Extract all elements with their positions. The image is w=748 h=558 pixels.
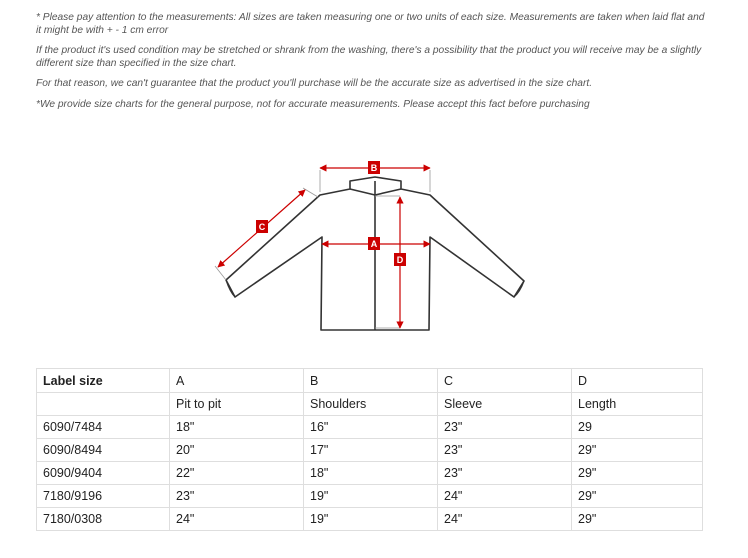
label-d: D: [396, 255, 404, 265]
table-cell: 19": [304, 508, 438, 531]
note-general-purpose: *We provide size charts for the general purpose, not for accurate measurements. Please accept this fact before purchasing: [36, 98, 590, 110]
table-cell: 23": [170, 485, 304, 508]
table-cell: 7180/9196: [37, 485, 170, 508]
header-label-size: Label size: [37, 369, 170, 393]
table-cell: 18": [304, 462, 438, 485]
table-row: [37, 485, 703, 508]
note-no-guarantee: For that reason, we can't guarantee that the product you'll purchase will be the accurate size as advertised in the size chart.: [36, 78, 593, 89]
jacket-outline: [226, 177, 524, 330]
table-row: [37, 462, 703, 485]
label-c: C: [258, 222, 266, 232]
subheader-cell: [37, 393, 170, 416]
measurement-notes: [36, 12, 712, 119]
subheader-cell: Sleeve: [438, 393, 572, 416]
table-cell: 29": [572, 508, 703, 531]
table-cell: 17": [304, 439, 438, 462]
table-cell: 6090/9404: [37, 462, 170, 485]
table-cell: 16": [304, 416, 438, 439]
table-row: [37, 508, 703, 531]
note-measurement-error: * Please pay attention to the measurements: All sizes are taken measuring one or two units of each size. Measurements are taken when laid flat and it might be with + - 1 cm error: [36, 12, 705, 36]
table-cell: 23": [438, 439, 572, 462]
table-cell: 18": [170, 416, 304, 439]
table-cell: 24": [438, 508, 572, 531]
table-cell: 24": [438, 485, 572, 508]
table-cell: 23": [438, 416, 572, 439]
table-row: [37, 439, 703, 462]
table-subheader-row: [37, 393, 703, 416]
header-c: C: [438, 369, 572, 393]
note-used-condition: If the product it's used condition may be stretched or shrank from the washing, there's a possibility that the product you will receive may be a slightly different size than specified in the size chart.: [36, 45, 702, 69]
table-cell: 6090/8494: [37, 439, 170, 462]
subheader-cell: Pit to pit: [170, 393, 304, 416]
subheader-cell: Shoulders: [304, 393, 438, 416]
table-cell: 7180/0308: [37, 508, 170, 531]
table-cell: 6090/7484: [37, 416, 170, 439]
label-b: B: [370, 163, 378, 173]
table-cell: 24": [170, 508, 304, 531]
table-row: [37, 416, 703, 439]
header-a: A: [170, 369, 304, 393]
table-cell: 22": [170, 462, 304, 485]
subheader-cell: Length: [572, 393, 703, 416]
size-chart-table: [36, 368, 703, 531]
label-a: A: [370, 239, 378, 249]
measurement-arrows: [218, 168, 430, 328]
table-cell: 20": [170, 439, 304, 462]
table-cell: 29": [572, 485, 703, 508]
table-cell: 19": [304, 485, 438, 508]
table-cell: 29": [572, 439, 703, 462]
header-b: B: [304, 369, 438, 393]
table-header-row: [37, 369, 703, 393]
table-cell: 29": [572, 462, 703, 485]
table-cell: 29: [572, 416, 703, 439]
table-cell: 23": [438, 462, 572, 485]
header-d: D: [572, 369, 703, 393]
jacket-measurement-diagram: [0, 150, 748, 340]
